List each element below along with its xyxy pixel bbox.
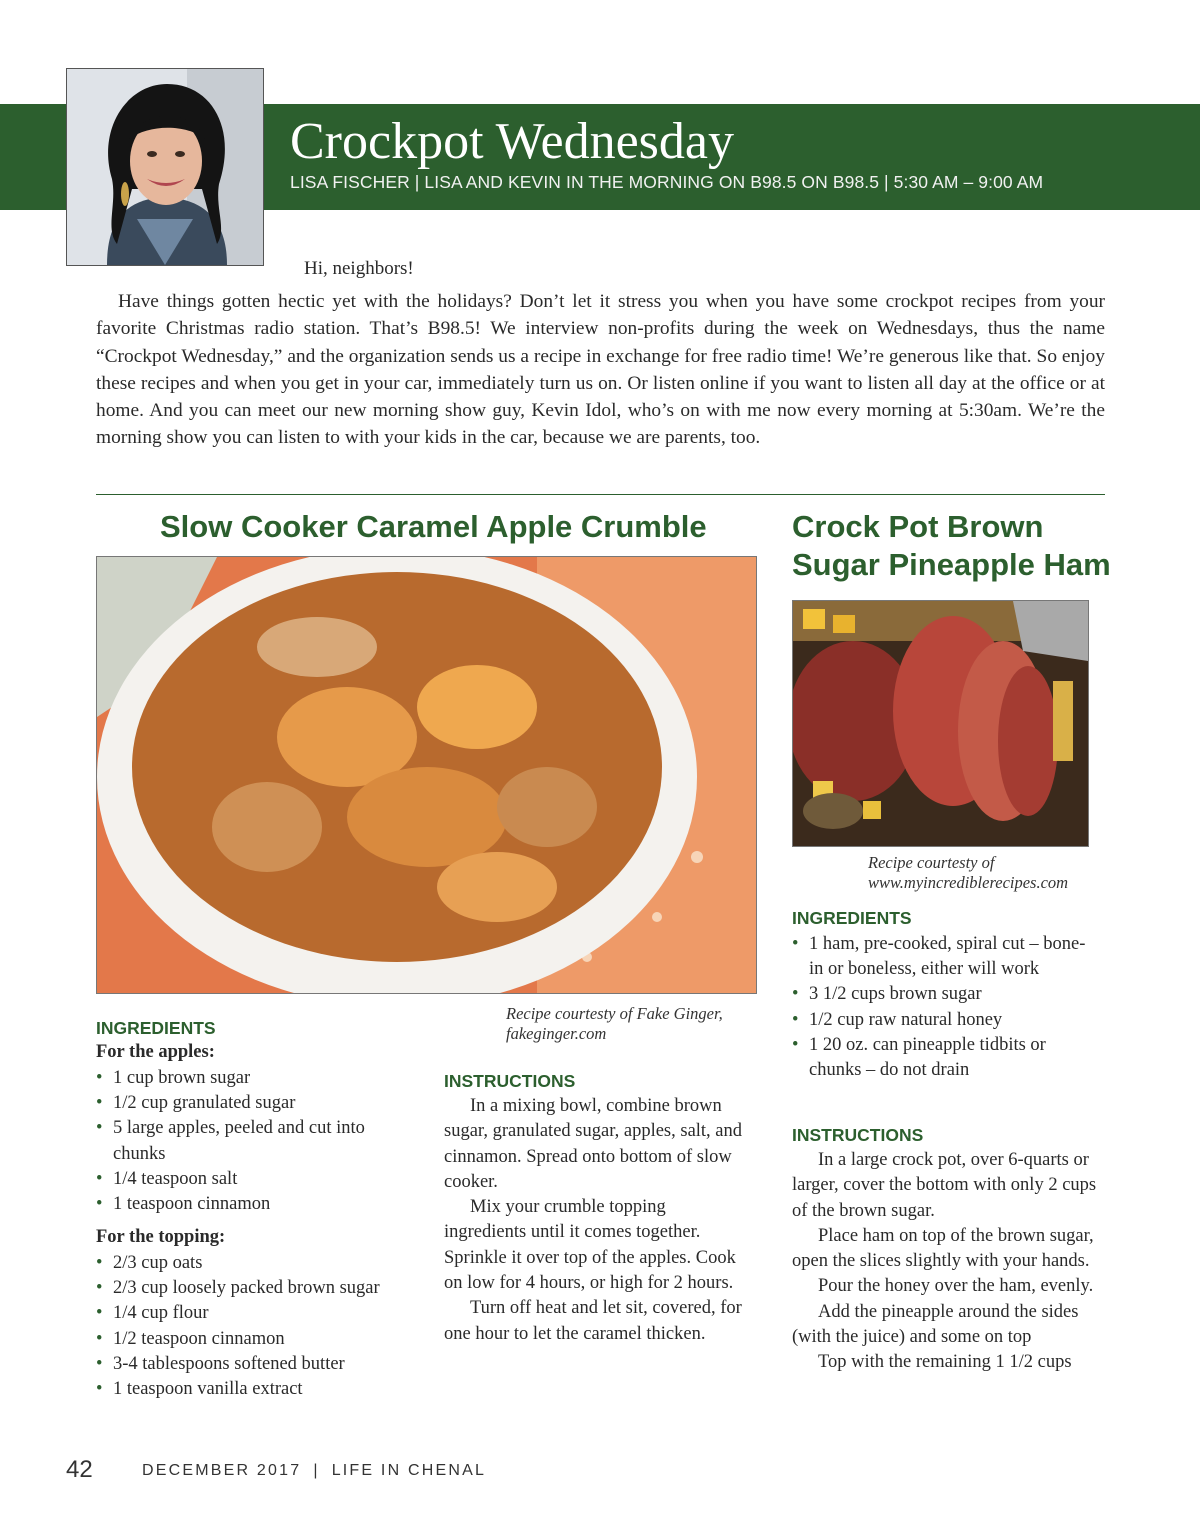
page-title: Crockpot Wednesday xyxy=(290,113,734,170)
recipe2-title xyxy=(792,508,1111,584)
pineapple-ham-photo xyxy=(792,600,1089,847)
instruction-step: Pour the honey over the ham, evenly. xyxy=(818,1276,1094,1297)
footer-issue-line xyxy=(142,1462,486,1480)
instruction-step: Place ham on top of the brown sugar, open the slices slightly with your hands. xyxy=(792,1225,1094,1272)
author-portrait xyxy=(66,68,264,266)
recipe2-ingredients-heading: INGREDIENTS xyxy=(792,908,912,928)
issue-date: DECEMBER 2017 xyxy=(142,1462,302,1479)
ingredient-item: • 1/4 cup flour xyxy=(96,1301,396,1326)
recipe2-title-line2: Sugar Pineapple Ham xyxy=(792,547,1111,582)
recipe2-credit xyxy=(868,853,1068,893)
instruction-step: Add the pineapple around the sides (with the juice) and some on top xyxy=(792,1301,1079,1348)
recipe1-ingredients-heading: INGREDIENTS xyxy=(96,1018,216,1038)
greeting: Hi, neighbors! xyxy=(304,258,414,279)
ingredient-item: • 1/4 teaspoon salt xyxy=(96,1167,414,1192)
instruction-step: Top with the remaining 1 1/2 cups xyxy=(818,1352,1072,1373)
recipe2-credit-line2: www.myincrediblerecipes.com xyxy=(868,873,1069,892)
recipe1-credit xyxy=(506,1004,723,1044)
ingredient-item: • 2/3 cup loosely packed brown sugar xyxy=(96,1276,396,1301)
apples-ingredient-list xyxy=(96,1066,414,1217)
topping-subheading: For the topping: xyxy=(96,1227,226,1247)
recipe1-title: Slow Cooker Caramel Apple Crumble xyxy=(160,509,707,544)
topping-ingredient-list xyxy=(96,1251,396,1402)
intro-paragraph: Have things gotten hectic yet with the holidays? Don’t let it stress you when you have some crockpot recipes from your favorite Christmas radio station. That’s B98.5! We interview non-profits during the week on Wednesdays, thus the name “Crockpot Wednesday,” and the organization sends us a recipe in exchange for free radio time! We’re generous like that. So enjoy these recipes and when you get in your car, immediately turn us on. Or listen online if you want to listen all day at the office or at home. And you can meet our new morning show guy, Kevin Idol, who’s on with me now every morning at 5:30am. We’re the morning show you can listen to with your kids in the car, because we are parents, too. xyxy=(96,291,1105,449)
instruction-step: Mix your crumble topping ingredients until it comes together. Sprinkle it over top of the apples. Cook on low for 4 hours, or high for 2 hours. xyxy=(444,1197,736,1294)
ingredient-item: • 2/3 cup oats xyxy=(96,1251,396,1276)
ingredient-item: • 1 ham, pre-cooked, spiral cut – bone-in or boneless, either will work xyxy=(792,932,1092,982)
ingredient-item: • 1/2 teaspoon cinnamon xyxy=(96,1327,396,1352)
ingredient-item: • 1 teaspoon vanilla extract xyxy=(96,1377,396,1402)
magazine-name: LIFE IN CHENAL xyxy=(331,1462,487,1479)
ingredient-item: • 1/2 cup granulated sugar xyxy=(96,1091,414,1116)
recipe1-credit-line1: Recipe courtesty of Fake Ginger, xyxy=(506,1004,723,1023)
recipe2-title-line1: Crock Pot Brown xyxy=(792,509,1044,544)
recipe1-instructions-heading: INSTRUCTIONS xyxy=(444,1071,576,1091)
recipe2-instructions xyxy=(792,1148,1098,1376)
ingredient-item: • 3-4 tablespoons softened butter xyxy=(96,1352,396,1377)
apple-crumble-photo xyxy=(96,556,757,994)
instruction-step: In a mixing bowl, combine brown sugar, granulated sugar, apples, salt, and cinnamon. Spread onto bottom of slow cooker. xyxy=(444,1096,743,1192)
ingredient-item: • 1 teaspoon cinnamon xyxy=(96,1192,414,1217)
instruction-step: Turn off heat and let sit, covered, for one hour to let the caramel thicken. xyxy=(444,1298,742,1344)
ingredient-item: • 1 cup brown sugar xyxy=(96,1066,414,1091)
footer-separator: | xyxy=(313,1462,320,1479)
section-divider xyxy=(96,494,1105,495)
recipe2-instructions-heading: INSTRUCTIONS xyxy=(792,1125,924,1145)
recipe2-credit-line1: Recipe courtesty of xyxy=(868,853,995,872)
recipe1-credit-line2: fakeginger.com xyxy=(506,1024,607,1043)
recipe1-instructions xyxy=(444,1094,744,1347)
ingredient-item: • 1/2 cup raw natural honey xyxy=(792,1008,1092,1033)
ham-ingredient-list xyxy=(792,932,1092,1083)
byline: LISA FISCHER | LISA AND KEVIN IN THE MORNING ON B98.5 ON B98.5 | 5:30 AM – 9:00 AM xyxy=(290,172,1044,192)
apples-subheading: For the apples: xyxy=(96,1042,215,1062)
ingredient-item: • 1 20 oz. can pineapple tidbits or chunks – do not drain xyxy=(792,1033,1092,1083)
ingredient-item: • 5 large apples, peeled and cut into chunks xyxy=(96,1116,414,1166)
ingredient-item: • 3 1/2 cups brown sugar xyxy=(792,982,1092,1007)
page-number: 42 xyxy=(66,1456,93,1483)
instruction-step: In a large crock pot, over 6-quarts or larger, cover the bottom with only 2 cups of the brown sugar. xyxy=(792,1150,1097,1221)
